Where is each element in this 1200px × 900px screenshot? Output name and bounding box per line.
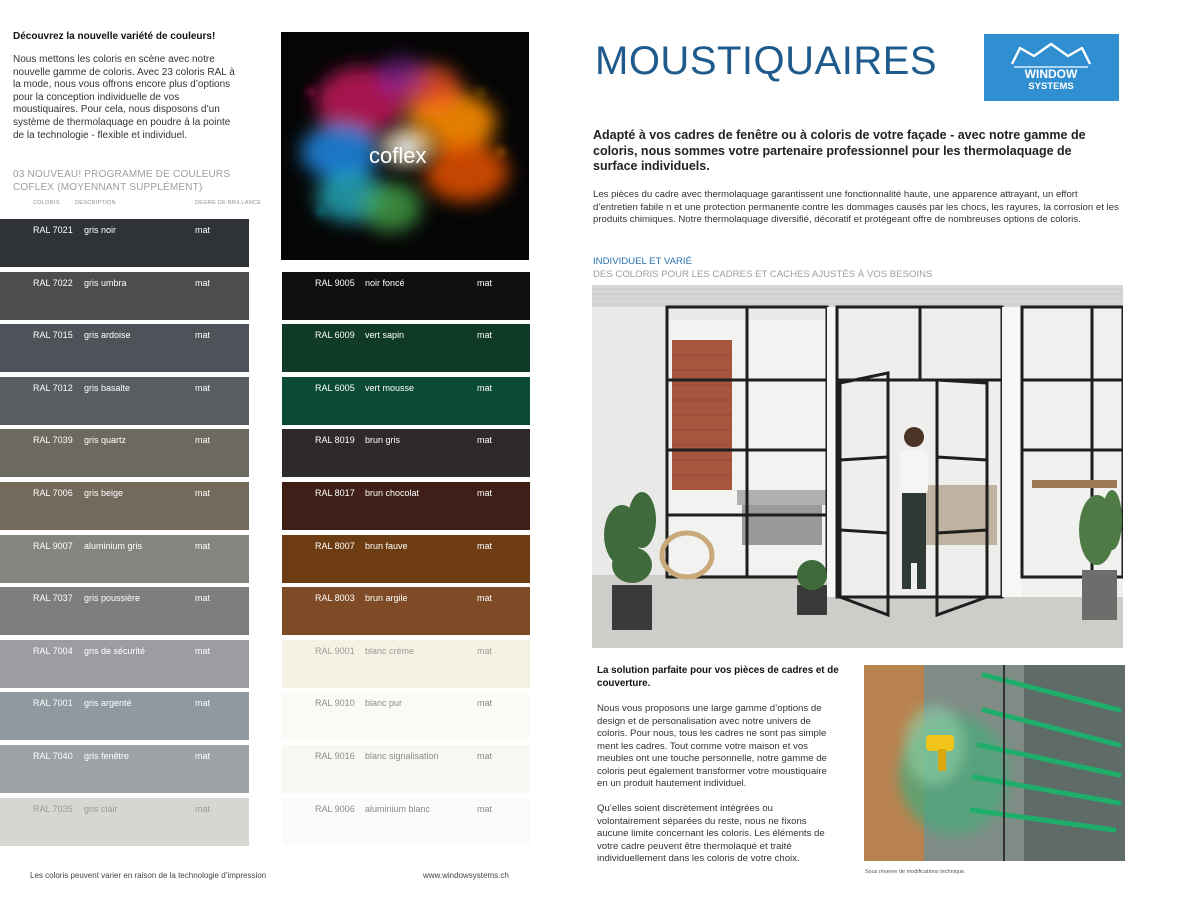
swatch-gloss: mat [477, 593, 493, 604]
swatch-name: gris argenté [84, 698, 132, 709]
swatch-code: RAL 7012 [33, 382, 73, 393]
room-screen-door-photo [592, 285, 1123, 648]
website-url[interactable]: www.windowsystems.ch [423, 871, 509, 880]
solution-line: coloris peut également transformer votre moustiquaire [597, 765, 827, 777]
swatch-code: RAL 7040 [33, 751, 73, 761]
solution-line: en un produit hautement individuel. [597, 778, 747, 789]
color-swatch [0, 377, 249, 425]
swatch-code: RAL 8019 [315, 435, 355, 446]
swatch-gloss: mat [477, 277, 493, 288]
powder-coating-illustration [864, 665, 1125, 861]
swatch-name: gris ardoise [84, 330, 131, 341]
coflex-wordmark: coflex [369, 143, 427, 168]
swatch-code: RAL 9007 [33, 540, 73, 551]
subheading-blue: INDIVIDUEL ET VARIÉ [593, 256, 692, 267]
swatch-gloss: mat [477, 751, 493, 761]
swatch-name: brun gris [365, 435, 401, 446]
print-disclaimer: Les coloris peuvent varier en raison de la technologie d’impression [30, 871, 267, 880]
swatch-gloss: mat [477, 645, 493, 656]
color-swatch [282, 429, 530, 477]
swatch-code: RAL 7021 [33, 225, 73, 235]
intro-line: pour la conception individuelle de vos [13, 91, 180, 103]
color-swatch [0, 482, 249, 530]
lead-paragraph: Adapté à vos cadres de fenêtre ou à coloris de votre façade - avec notre gamme de coloris, nous sommes votre partenaire professionnel pour les thermolaquage de surface individuels. [593, 128, 1086, 173]
technical-reserve-note: Sous réserve de modifications technique. [865, 869, 966, 875]
swatch-name: vert mousse [365, 382, 415, 393]
swatch-gloss: mat [477, 382, 493, 393]
color-swatch [282, 587, 530, 635]
color-swatch [282, 798, 530, 846]
swatch-gloss: mat [477, 488, 493, 498]
swatch-name: gris noir [84, 225, 117, 235]
solution-line: ment les cadres. Tout comme votre maison et vos [597, 740, 808, 752]
swatch-gloss: mat [195, 225, 211, 235]
solution-line: votre cadre peuvent être thermolaqué et traité [597, 840, 792, 852]
program-heading [13, 169, 273, 194]
program-line-2: COFLEX (MOYENNANT SUPPLÉMENT) [13, 181, 203, 193]
swatch-name: aluminium gris [84, 540, 143, 551]
room-illustration [592, 285, 1123, 648]
swatch-code: RAL 8017 [315, 488, 355, 498]
color-swatch [0, 535, 249, 583]
swatch-code: RAL 7015 [33, 330, 73, 341]
color-swatch [0, 429, 249, 477]
color-swatch [0, 745, 249, 793]
swatch-code: RAL 9005 [315, 277, 355, 288]
swatch-gloss: mat [195, 488, 211, 498]
swatch-name: gris umbra [84, 277, 127, 288]
swatch-name: blanc signalisation [365, 751, 439, 761]
swatch-code: RAL 7004 [33, 645, 73, 656]
solution-paragraphs [597, 703, 847, 866]
color-swatch [282, 482, 530, 530]
swatch-name: brun argile [365, 593, 408, 604]
color-swatch [282, 692, 530, 740]
intro-line: système de thermolaquage en poudre à la pointe [13, 116, 231, 128]
color-swatch [0, 640, 249, 688]
swatch-code: RAL 7035 [33, 803, 73, 814]
swatch-gloss: mat [195, 540, 211, 551]
swatch-code: RAL 7006 [33, 488, 73, 498]
swatch-name: gris poussière [84, 593, 141, 604]
swatch-name: gris fenêtre [84, 751, 130, 761]
color-swatch [282, 272, 530, 320]
color-swatch [282, 377, 530, 425]
intro-heading: Découvrez la nouvelle variété de couleurs! [13, 31, 216, 42]
header-description: DESCRIPTION [75, 200, 116, 206]
solution-line: individuellement dans les coloris de votre choix. [597, 853, 800, 864]
coflex-hero-image [281, 32, 529, 260]
solution-line: aucune limite concernant les coloris. Les éléments de [597, 828, 825, 839]
swatch-name: blanc pur [365, 698, 403, 709]
swatch-gloss: mat [477, 435, 493, 446]
swatch-gloss: mat [195, 277, 211, 288]
color-swatch [0, 272, 249, 320]
intro-line: Nous mettons les coloris en scène avec notre [13, 54, 215, 65]
swatch-name: blanc crème [365, 645, 415, 656]
swatch-name: aluminium blanc [365, 803, 431, 814]
swatch-code: RAL 7001 [33, 698, 73, 709]
solution-heading: La solution parfaite pour vos pièces de cadres et de couverture. [597, 665, 839, 689]
page-title: MOUSTIQUAIRES [595, 39, 938, 83]
color-swatch [282, 745, 530, 793]
color-swatch [0, 798, 249, 846]
intro-paragraph [13, 54, 261, 142]
swatch-gloss: mat [477, 330, 493, 341]
swatch-code: RAL 8003 [315, 593, 355, 604]
solution-line: Nous vous proposons une large gamme d’options de [597, 703, 822, 714]
swatch-code: RAL 9016 [315, 751, 355, 761]
swatch-code: RAL 9010 [315, 698, 355, 709]
swatch-code: RAL 6009 [315, 330, 355, 341]
intro-line: la mode, nous vous offrons encore plus d’options [13, 79, 231, 91]
swatch-name: gris quartz [84, 435, 127, 446]
swatch-name: brun chocolat [365, 488, 420, 498]
color-swatch [282, 640, 530, 688]
swatch-code: RAL 7039 [33, 435, 73, 446]
color-explosion-graphic [281, 32, 529, 260]
swatch-code: RAL 7022 [33, 277, 73, 288]
header-gloss: DEGRÉ DE BRILLANCE [195, 200, 262, 206]
crown-logo-icon [984, 34, 1119, 101]
swatch-name: gris beige [84, 488, 124, 498]
swatch-name: gris clair [84, 803, 118, 814]
swatch-code: RAL 6005 [315, 382, 355, 393]
solution-line: coloris. Pour nous, tous les cadres ne sont pas simple [597, 728, 827, 739]
swatch-gloss: mat [195, 803, 211, 814]
intro-line: moustiquaires. Pour cela, nous disposons d’un [13, 104, 220, 116]
swatch-name: gris basalte [84, 382, 131, 393]
color-swatch [0, 219, 249, 267]
logo-word-systems: SYSTEMS [1028, 81, 1074, 92]
logo-word-window: WINDOW [1024, 67, 1078, 81]
swatch-gloss: mat [195, 698, 211, 709]
swatch-code: RAL 8007 [315, 540, 355, 551]
color-swatch [0, 692, 249, 740]
header-code: COLORIS [33, 200, 60, 206]
solution-line: meubles ont une touche personnelle, notre gamme de [597, 753, 827, 764]
swatch-code: RAL 9001 [315, 645, 355, 656]
swatch-gloss: mat [195, 382, 211, 393]
program-line-1: 03 NOUVEAU! PROGRAMME DE COULEURS [13, 169, 231, 180]
swatch-name: vert sapin [365, 330, 405, 341]
subheading-grey: DES COLORIS POUR LES CADRES ET CACHES AJUSTÉS À VOS BESOINS [593, 269, 933, 280]
solution-line: volontairement séparées du reste, nous ne fixons [597, 815, 807, 827]
swatch-code: RAL 9006 [315, 803, 355, 814]
swatch-name: brun fauve [365, 540, 408, 551]
swatch-gloss: mat [195, 645, 211, 656]
solution-line: design et de personalisation avec notre univers de [597, 715, 811, 727]
color-swatch [282, 535, 530, 583]
swatch-code: RAL 7037 [33, 593, 73, 604]
color-swatch [0, 587, 249, 635]
swatch-gloss: mat [477, 698, 493, 709]
swatch-gloss: mat [195, 330, 211, 341]
body-paragraph: Les pièces du cadre avec thermolaquage garantissent une fonctionnalité haute, une apparence attrayant, un effort d’entretien fabile n et une protection permanente contre les dommages causés par les chocs, les rayures, la corrosion et les produits chimiques. Notre thermolaquage diversifié, décoratif et protégeant offre de nombreuses options de coloris. [593, 189, 1119, 226]
color-swatch [0, 324, 249, 372]
swatch-gloss: mat [477, 540, 493, 551]
powder-coating-photo [864, 665, 1125, 861]
swatch-gloss: mat [477, 803, 493, 814]
intro-line: nouvelle gamme de coloris. Avec 23 coloris RAL à [13, 66, 235, 78]
swatch-gloss: mat [195, 435, 211, 446]
intro-line: de la technologie - flexible et individuel. [13, 129, 187, 141]
swatch-gloss: mat [195, 593, 211, 604]
solution-line: Qu’elles soient discrètement intégrées ou [597, 803, 773, 814]
color-swatch [282, 324, 530, 372]
swatch-name: gris de sécurité [84, 645, 146, 656]
swatch-name: noir foncé [365, 277, 405, 288]
window-systems-logo [984, 34, 1119, 101]
swatch-gloss: mat [195, 751, 211, 761]
